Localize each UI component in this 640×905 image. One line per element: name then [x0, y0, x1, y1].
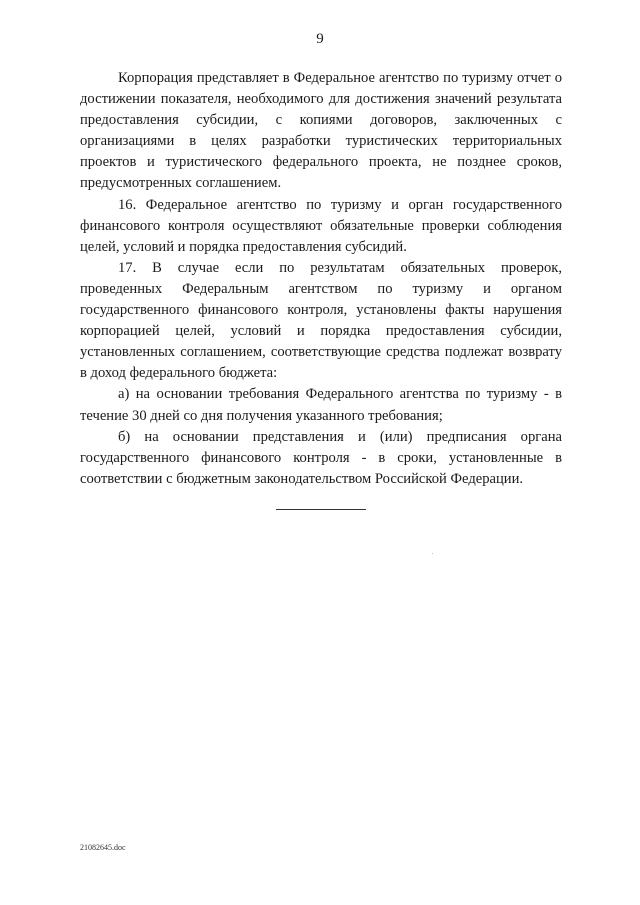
paragraph-17a: а) на основании требования Федерального агентства по туризму - в течение 30 дней со дня получения указанного требования; [80, 386, 562, 424]
end-divider [276, 509, 366, 510]
page-number: 9 [316, 31, 324, 47]
paragraph-16: 16. Федеральное агентство по туризму и орган государственного финансового контроля осуществляют обязательные проверки соблюдения целей, условий и порядка предоставления субсидий. [80, 196, 562, 255]
paragraph-17: 17. В случае если по результатам обязательных проверок, проведенных Федеральным агентством по туризму и органом государственного финансового контроля, установлены факты нарушения корпорацией целей, условий и порядка предоставления субсидии, установленных соглашением, соответствующие средства подлежат возврату в доход федерального бюджета: [80, 259, 562, 382]
document-body [80, 68, 562, 490]
paragraph-17b: б) на основании представления и (или) предписания органа государственного финансового контроля - в сроки, установленные в соответствии с бюджетным законодательством Российской Федерации. [80, 428, 562, 487]
scan-speck [432, 553, 433, 554]
footer-filename: 21082645.doc [80, 843, 126, 852]
paragraph-report: Корпорация представляет в Федеральное агентство по туризму отчет о достижении показателя, необходимого для достижения значений результата предоставления субсидии, с копиями договоров, заключенных с организациями в целях разработки туристических территориальных проектов и туристического федерального проекта, не позднее сроков, предусмотренных соглашением. [80, 70, 562, 192]
